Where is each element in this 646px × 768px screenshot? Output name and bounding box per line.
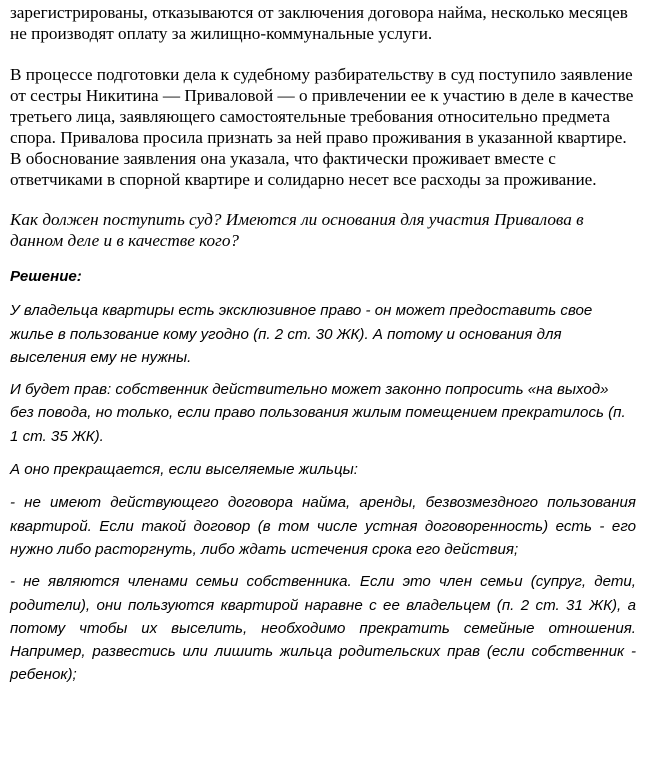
solution-list-item-contract: - не имеют действующего договора найма, аренды, безвозмездного пользования квартирой. Если такой договор (в том числе устная договоренность) есть - его нужно либо расторгнуть, либо ждать истечения срока его действия; [10, 494, 636, 558]
solution-paragraph-termination: А оно прекращается, если выселяемые жильцы: [10, 461, 358, 479]
case-paragraph-continuation: зарегистрированы, отказываются от заключения договора найма, несколько месяцев не производят оплату за жилищно-коммунальные услуги. [10, 3, 628, 43]
case-paragraph-statement: В процессе подготовки дела к судебному разбирательству в суд поступило заявление от сестры Никитина — Приваловой — о привлечении ее к участию в деле в качестве третьего лица, заявляющего самостоятельные требования относительно предмета спора. Привалова просила признать за ней право проживания в указанной квартире. В обоснование заявления она указала, что фактически проживает вместе с ответчиками в спорной квартире и солидарно несет все расходы за проживание. [10, 65, 634, 189]
solution-heading: Решение: [10, 268, 82, 285]
solution-paragraph-owner-claim: И будет прав: собственник действительно может законно попросить «на выход» без повода, но только, если право пользования жилым помещением прекратилось (п. 1 ст. 35 ЖК). [10, 381, 626, 445]
solution-paragraph-owner-right: У владельца квартиры есть эксклюзивное право - он может предоставить свое жилье в пользование кому угодно (п. 2 ст. 30 ЖК). А потому и основания для выселения ему не нужны. [10, 302, 593, 366]
case-question: Как должен поступить суд? Имеются ли основания для участия Привалова в данном деле и в качестве кого? [10, 210, 584, 250]
solution-list-item-family: - не являются членами семьи собственника. Если это член семьи (супруг, дети, родители), они пользуются квартирой наравне с ее владельцем (п. 2 ст. 31 ЖК), а потому чтобы их выселить, необходимо прекратить семейные отношения. Например, развестись или лишить жильца родительских прав (если собственник - ребенок); [10, 573, 636, 684]
document-page [10, 0, 636, 687]
